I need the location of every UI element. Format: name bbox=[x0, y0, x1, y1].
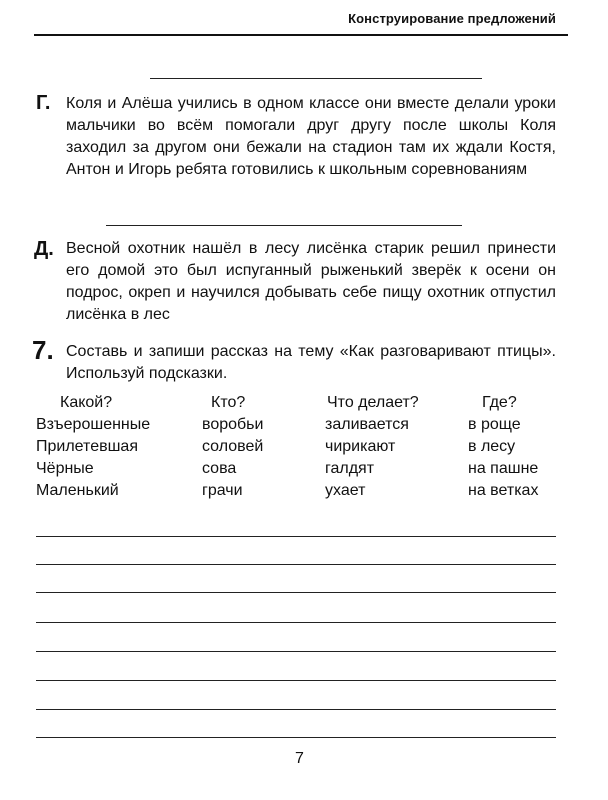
exercise-d-text: Весной охотник нашёл в лесу лисёнка старик решил принести его домой это был испуганный рыженький зверёк к осени он подрос, окреп и научился добывать себе пищу охотник отпустил лисёнка в лес bbox=[66, 240, 556, 323]
hint-word: сова bbox=[202, 460, 237, 477]
hint-word: Маленький bbox=[36, 482, 119, 499]
exercise-letter-d: Д. bbox=[34, 238, 54, 260]
section-title: Конструирование предложений bbox=[348, 11, 556, 26]
hint-column-birds bbox=[202, 414, 263, 502]
hint-word: Прилетевшая bbox=[36, 438, 138, 455]
hint-word: галдят bbox=[325, 460, 375, 477]
hint-word: заливается bbox=[325, 416, 409, 433]
writing-line bbox=[36, 680, 556, 681]
exercise-g-text: Коля и Алёша учились в одном классе они вместе делали уроки мальчики во всём помогали друг другу после школы Коля заходил за другом они бежали на стадион там их ждали Костя, Антон и Игорь ребята готовились к школьным соревнованиям bbox=[66, 95, 556, 178]
page-number: 7 bbox=[295, 750, 304, 767]
hint-word: в роще bbox=[468, 416, 521, 433]
hint-word: Чёрные bbox=[36, 460, 94, 477]
hint-word: грачи bbox=[202, 482, 243, 499]
hint-word: в лесу bbox=[468, 438, 516, 455]
writing-line bbox=[36, 592, 556, 593]
hint-word: чирикают bbox=[325, 438, 396, 455]
hint-header-what-does: Что делает? bbox=[327, 394, 419, 411]
writing-line bbox=[36, 737, 556, 738]
hint-header-who: Кто? bbox=[211, 394, 246, 411]
hint-word: на пашне bbox=[468, 460, 539, 477]
hint-column-places bbox=[468, 414, 538, 502]
exercise-number-7: 7. bbox=[32, 335, 54, 365]
hint-word: Взъерошенные bbox=[36, 416, 151, 433]
header-rule bbox=[34, 34, 568, 36]
hint-header-where: Где? bbox=[482, 394, 517, 411]
answer-line bbox=[106, 225, 462, 226]
writing-line bbox=[36, 622, 556, 623]
hint-word: ухает bbox=[325, 482, 366, 499]
writing-line bbox=[36, 536, 556, 537]
hint-column-adjectives bbox=[36, 414, 150, 502]
hint-header-which: Какой? bbox=[60, 394, 113, 411]
hint-word: воробьи bbox=[202, 416, 264, 433]
answer-line bbox=[150, 78, 482, 79]
hint-word: соловей bbox=[202, 438, 264, 455]
writing-line bbox=[36, 651, 556, 652]
exercise-7-text: Составь и запиши рассказ на тему «Как разговаривают птицы». Используй подсказки. bbox=[66, 343, 556, 382]
writing-line bbox=[36, 564, 556, 565]
exercise-letter-g: Г. bbox=[36, 92, 51, 114]
hint-column-actions bbox=[325, 414, 409, 502]
writing-line bbox=[36, 709, 556, 710]
hint-word: на ветках bbox=[468, 482, 539, 499]
